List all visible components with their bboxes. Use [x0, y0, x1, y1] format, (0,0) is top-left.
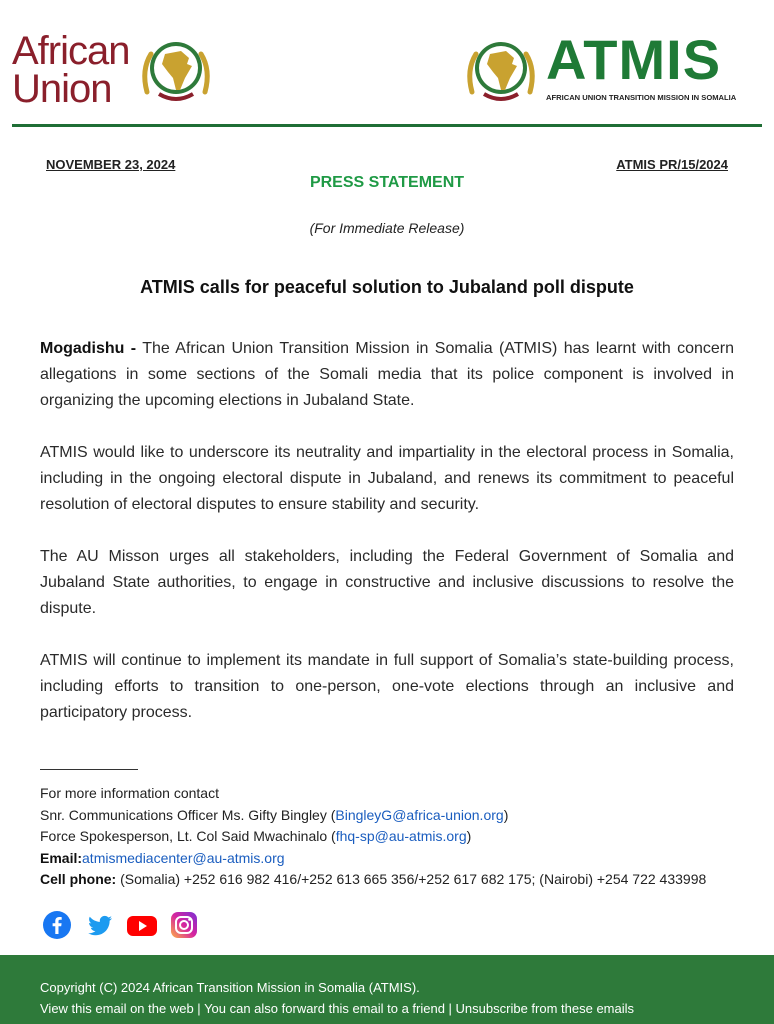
copyright-text: Copyright (C) 2024 African Transition Mission in Somalia (ATMIS). [40, 980, 420, 995]
facebook-icon[interactable] [42, 910, 72, 940]
officer-email-link[interactable]: BingleyG@africa-union.org [335, 806, 504, 823]
paragraph-1-text: The African Union Transition Mission in Somalia (ATMIS) has learnt with concern allegations in some sections of the Somali media that its police component is involved in organizing the upcoming elections in Jubaland State. [40, 340, 735, 409]
spokesperson-text: Force Spokesperson, Lt. Col Said Mwachinalo ( [40, 828, 336, 844]
spokesperson-suffix: ) [466, 828, 472, 844]
african-union-logo-text [12, 29, 137, 111]
footer-separator: | [444, 1001, 456, 1016]
paragraph-4: ATMIS will continue to implement its mandate in full support of Somalia’s state-building process, including efforts to transition to one-person, one-vote elections through an inclusive and participatory process. [40, 652, 734, 721]
email-label: Email: [40, 849, 83, 866]
email-footer [0, 955, 774, 1024]
statement-reference: ATMIS PR/15/2024 [616, 157, 728, 172]
phone-numbers: (Somalia) +252 616 982 416/+252 613 665 356/+252 617 682 175; (Nairobi) +254 722 433998 [116, 871, 707, 887]
dateline: Mogadishu - [40, 340, 137, 357]
spokesperson-email-link[interactable]: fhq-sp@au-atmis.org [335, 828, 467, 844]
paragraph-3: The AU Misson urges all stakeholders, including the Federal Government of Somalia and Jubaland State authorities, to engage in constructive and inclusive discussions to resolve the dispute. [40, 548, 734, 617]
contact-block [40, 783, 760, 891]
african-union-emblem-icon [137, 34, 215, 106]
instagram-icon[interactable] [169, 910, 199, 940]
unsubscribe-link[interactable]: Unsubscribe from these emails [455, 1001, 635, 1016]
contact-intro: For more information contact [40, 785, 219, 801]
media-center-email-link[interactable]: atmismediacenter@au-atmis.org [82, 849, 285, 866]
atmis-logo-subtitle: AFRICAN UNION TRANSITION MISSION IN SOMALIA [546, 93, 737, 102]
au-logo-line1: African [12, 29, 130, 73]
twitter-icon[interactable] [85, 910, 115, 940]
view-on-web-link[interactable]: View this email on the web [40, 1001, 194, 1016]
contact-spokesperson [40, 826, 760, 848]
statement-headline: ATMIS calls for peaceful solution to Jubaland poll dispute [140, 277, 634, 297]
footer-links [40, 1001, 634, 1016]
officer-text: Snr. Communications Officer Ms. Gifty Bingley ( [40, 806, 336, 823]
header-divider [12, 124, 762, 127]
press-statement-label: PRESS STATEMENT [309, 174, 465, 191]
forward-email-link[interactable]: You can also forward this email to a friend [204, 1001, 445, 1016]
paragraph-2: ATMIS would like to underscore its neutrality and impartiality in the electoral process in Somalia, including in the ongoing electoral dispute in Jubaland, and renews its commitment to peaceful resolution of electoral disputes to ensure stability and security. [40, 444, 734, 513]
paragraph-1 [40, 336, 734, 414]
letterhead [0, 0, 774, 130]
contact-phone [40, 869, 760, 891]
youtube-icon[interactable] [126, 910, 156, 940]
statement-date: NOVEMBER 23, 2024 [46, 157, 176, 172]
statement-body [40, 336, 734, 752]
au-logo-line2: Union [12, 67, 112, 111]
contact-divider [40, 769, 138, 770]
release-note: (For Immediate Release) [309, 220, 465, 236]
footer-separator: | [193, 1001, 205, 1016]
contact-email [40, 848, 760, 870]
phone-label: Cell phone: [40, 871, 117, 887]
contact-officer [40, 805, 760, 827]
atmis-logo-word: ATMIS [546, 28, 722, 91]
officer-suffix: ) [503, 806, 509, 823]
atmis-emblem-icon [462, 34, 540, 106]
